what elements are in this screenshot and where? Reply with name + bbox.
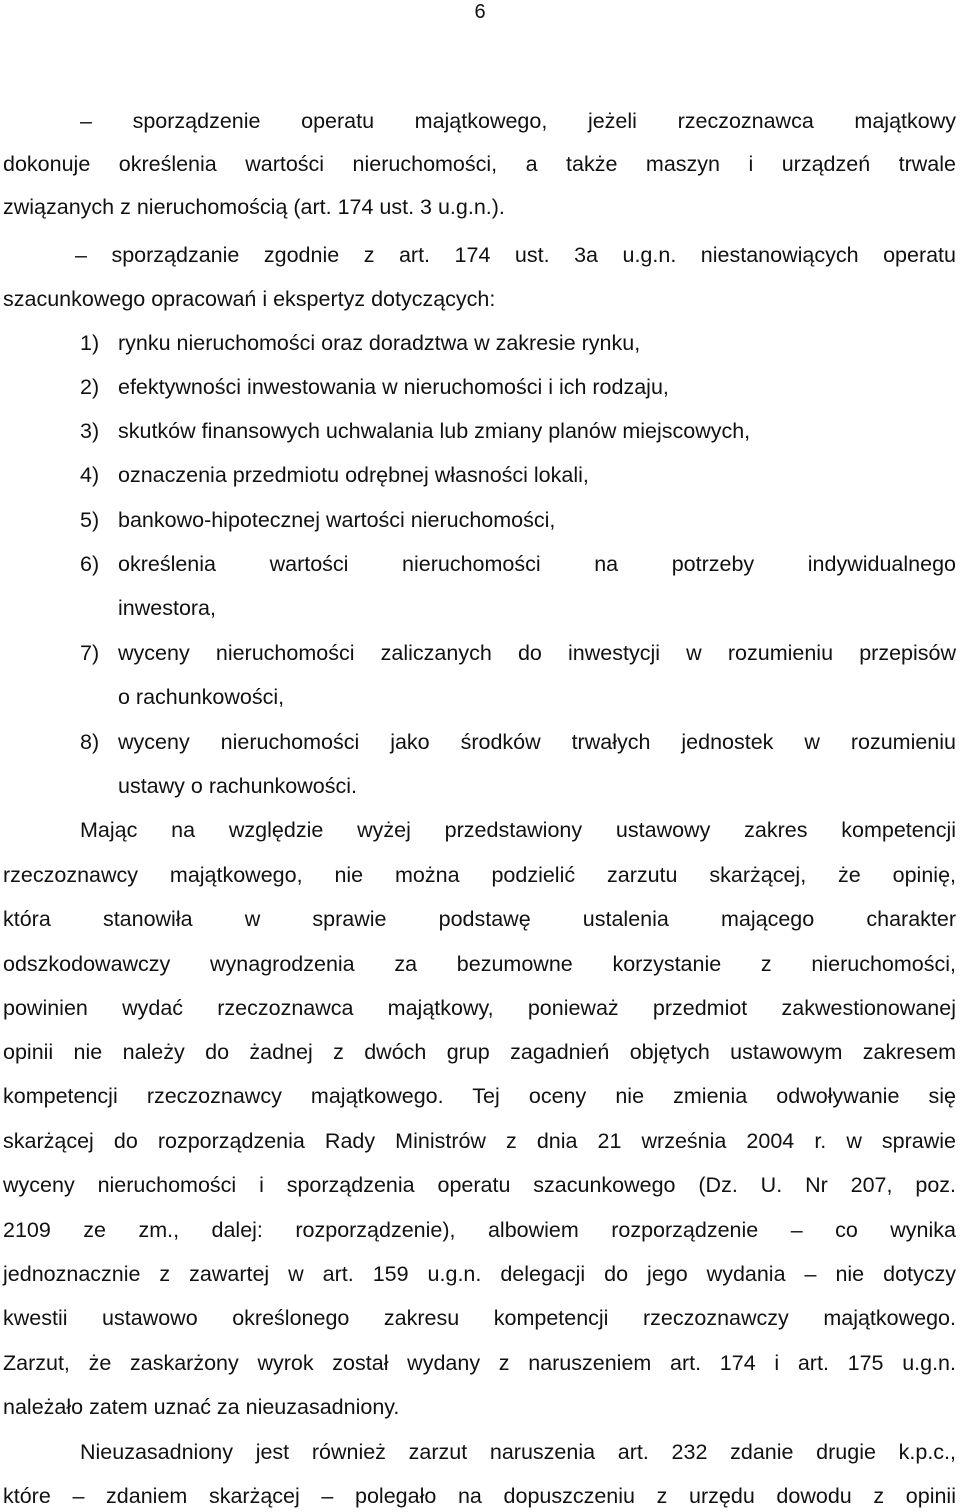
paragraph-line: skarżącej do rozporządzenia Rady Ministrów z dnia 21 września 2004 r. w sprawie xyxy=(3,1129,956,1153)
intro-a-line-1: – sporządzenie operatu majątkowego, jeżeli rzeczoznawca majątkowy xyxy=(80,109,956,133)
list-text: bankowo-hipotecznej wartości nieruchomości, xyxy=(118,508,556,532)
intro-b-line-2: szacunkowego opracowań i ekspertyz dotyczących: xyxy=(3,287,496,311)
list-number: 5) xyxy=(80,508,100,532)
paragraph-line: odszkodowawczy wynagrodzenia za bezumowne korzystanie z nieruchomości, xyxy=(3,952,956,976)
page-number: 6 xyxy=(474,1,486,23)
paragraph-line: Zarzut, że zaskarżony wyrok został wydany z naruszeniem art. 174 i art. 175 u.g.n. xyxy=(3,1351,956,1375)
paragraph-line: powinien wydać rzeczoznawca majątkowy, ponieważ przedmiot zakwestionowanej xyxy=(3,996,956,1020)
paragraph-line: kompetencji rzeczoznawcy majątkowego. Tej oceny nie zmienia odwoływanie się xyxy=(3,1084,956,1108)
paragraph-line: opinii nie należy do żadnej z dwóch grup zagadnień objętych ustawowym zakresem xyxy=(3,1040,956,1064)
list-number: 4) xyxy=(80,463,100,487)
paragraph-line: które – zdaniem skarżącej – polegało na dopuszczeniu z urzędu dowodu z opinii xyxy=(3,1484,956,1508)
list-number: 1) xyxy=(80,331,100,355)
paragraph-line: wyceny nieruchomości i sporządzenia operatu szacunkowego (Dz. U. Nr 207, poz. xyxy=(3,1173,956,1197)
paragraph-line: rzeczoznawcy majątkowego, nie można podzielić zarzutu skarżącej, że opinię, xyxy=(3,863,956,887)
list-text: rynku nieruchomości oraz doradztwa w zakresie rynku, xyxy=(118,331,641,355)
list-text: efektywności inwestowania w nieruchomości i ich rodzaju, xyxy=(118,375,669,399)
list-text: skutków finansowych uchwalania lub zmiany planów miejscowych, xyxy=(118,419,751,443)
intro-b-line-1: – sporządzanie zgodnie z art. 174 ust. 3a u.g.n. niestanowiących operatu xyxy=(75,243,956,267)
intro-a-line-2: dokonuje określenia wartości nieruchomości, a także maszyn i urządzeń trwale xyxy=(3,152,956,176)
list-text-continuation: o rachunkowości, xyxy=(118,685,285,709)
list-text: oznaczenia przedmiotu odrębnej własności lokali, xyxy=(118,463,589,487)
list-text-continuation: ustawy o rachunkowości. xyxy=(118,774,357,798)
paragraph-line: kwestii ustawowo określonego zakresu kompetencji rzeczoznawczy majątkowego. xyxy=(3,1306,956,1330)
list-text: określenia wartości nieruchomości na potrzeby indywidualnego xyxy=(118,552,956,576)
intro-a-line-3: związanych z nieruchomością (art. 174 ust. 3 u.g.n.). xyxy=(3,195,505,219)
list-text: wyceny nieruchomości zaliczanych do inwestycji w rozumieniu przepisów xyxy=(118,641,956,665)
paragraph-line: należało zatem uznać za nieuzasadniony. xyxy=(3,1395,400,1419)
list-text: wyceny nieruchomości jako środków trwałych jednostek w rozumieniu xyxy=(118,730,956,754)
list-number: 3) xyxy=(80,419,100,443)
list-text-continuation: inwestora, xyxy=(118,596,216,620)
list-number: 7) xyxy=(80,641,100,665)
list-number: 8) xyxy=(80,730,100,754)
paragraph-line: 2109 ze zm., dalej: rozporządzenie), albowiem rozporządzenie – co wynika xyxy=(3,1218,956,1242)
paragraph-line: jednoznacznie z zawartej w art. 159 u.g.n. delegacji do jego wydania – nie dotyczy xyxy=(3,1262,956,1286)
paragraph-line: Nieuzasadniony jest również zarzut naruszenia art. 232 zdanie drugie k.p.c., xyxy=(80,1440,956,1464)
list-number: 6) xyxy=(80,552,100,576)
list-number: 2) xyxy=(80,375,100,399)
paragraph-line: Mając na względzie wyżej przedstawiony ustawowy zakres kompetencji xyxy=(80,818,956,842)
paragraph-line: która stanowiła w sprawie podstawę ustalenia mającego charakter xyxy=(3,907,956,931)
